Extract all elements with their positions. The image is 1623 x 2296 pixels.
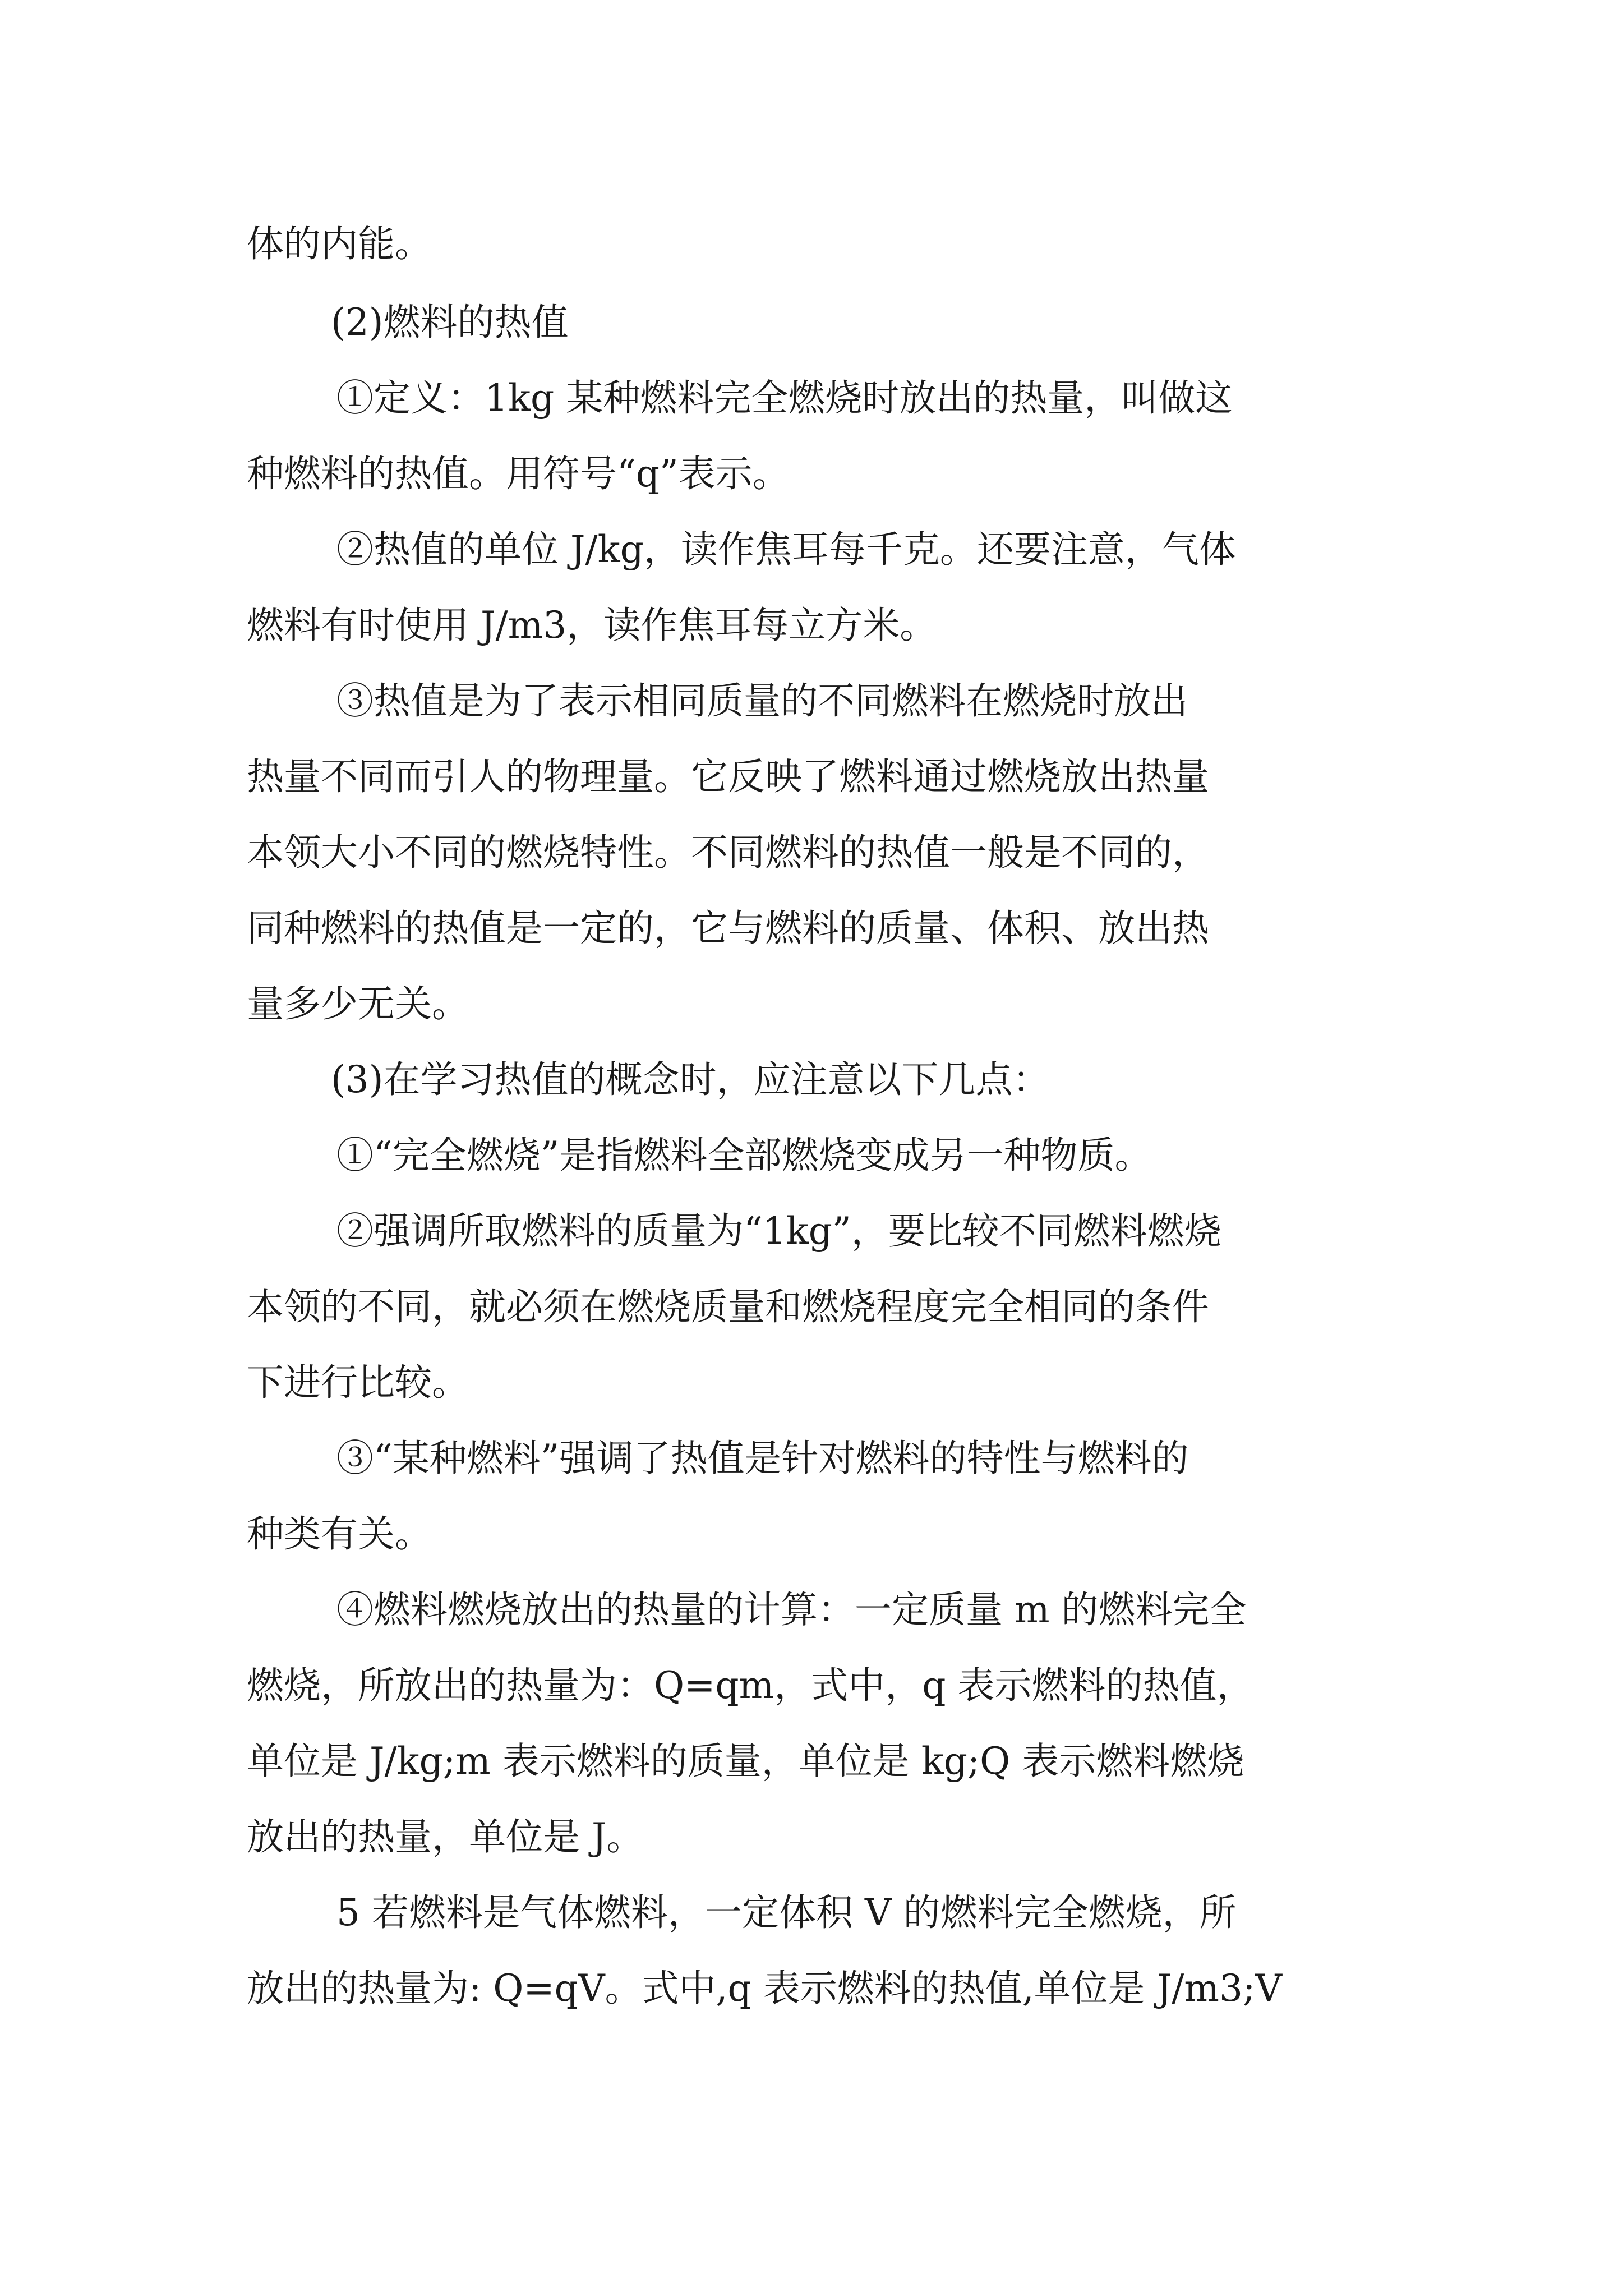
- text-line: ②热值的单位 J/kg，读作焦耳每千克。还要注意，气体: [336, 528, 1236, 571]
- text-line: 种燃料的热值。用符号“q”表示。: [247, 452, 790, 495]
- text-line: 种类有关。: [247, 1512, 432, 1556]
- text-line: 燃烧，所放出的热量为：Q=qm，式中，q 表示燃料的热值，: [247, 1664, 1254, 1707]
- text-line: 本领的不同，就必须在燃烧质量和燃烧程度完全相同的条件: [247, 1285, 1209, 1328]
- text-line: 体的内能。: [247, 222, 432, 265]
- text-line: ④燃料燃烧放出的热量的计算：一定质量 m 的燃料完全: [336, 1588, 1247, 1631]
- text-line: 下进行比较。: [247, 1361, 469, 1404]
- section-heading: (3)在学习热值的概念时，应注意以下几点：: [331, 1058, 1050, 1101]
- text-line: 单位是 J/kg;m 表示燃料的质量，单位是 kg;Q 表示燃料燃烧: [247, 1740, 1244, 1783]
- text-line: 本领大小不同的燃烧特性。不同燃料的热值一般是不同的，: [247, 831, 1209, 874]
- text-line: ①“完全燃烧”是指燃料全部燃烧变成另一种物质。: [336, 1134, 1152, 1177]
- section-heading: (2)燃料的热值: [331, 301, 569, 344]
- text-line: 放出的热量，单位是 J。: [247, 1815, 644, 1858]
- text-line: 量多少无关。: [247, 982, 469, 1025]
- text-line: ②强调所取燃料的质量为“1kg”，要比较不同燃料燃烧: [336, 1209, 1221, 1253]
- text-line: ③热值是为了表示相同质量的不同燃料在燃烧时放出: [336, 679, 1188, 723]
- text-line: 热量不同而引人的物理量。它反映了燃料通过燃烧放出热量: [247, 755, 1209, 798]
- text-line: ①定义：1kg 某种燃料完全燃烧时放出的热量，叫做这: [336, 376, 1233, 420]
- text-line: 燃料有时使用 J/m3，读作焦耳每立方米。: [247, 604, 937, 647]
- text-line: ③“某种燃料”强调了热值是针对燃料的特性与燃料的: [336, 1437, 1189, 1480]
- text-line: 放出的热量为: Q=qV。式中,q 表示燃料的热值,单位是 J/m3;V: [247, 1967, 1282, 2010]
- text-line: 同种燃料的热值是一定的，它与燃料的质量、体积、放出热: [247, 907, 1209, 950]
- text-line: 5 若燃料是气体燃料，一定体积 V 的燃料完全燃烧，所: [336, 1891, 1237, 1934]
